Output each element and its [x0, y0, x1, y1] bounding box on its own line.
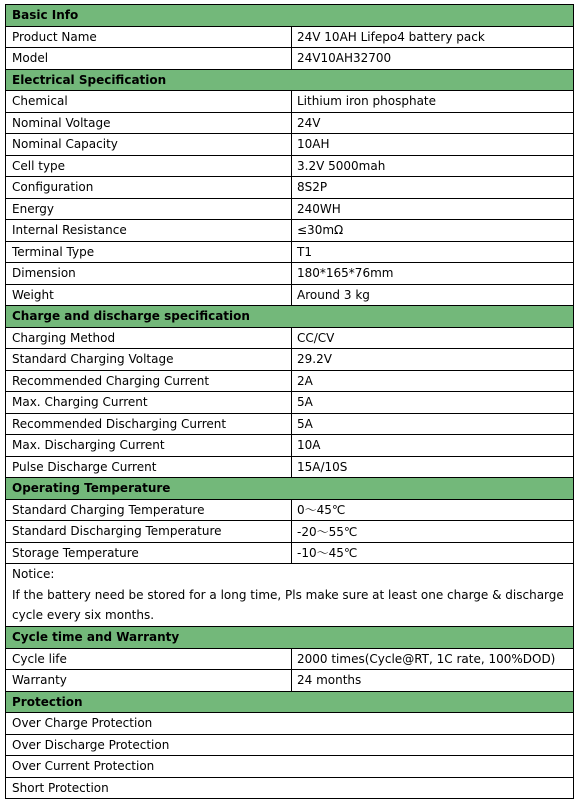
spec-value: 10AH [292, 134, 574, 156]
spec-label: Max. Discharging Current [6, 435, 292, 457]
section-title: Electrical Specification [6, 69, 574, 91]
spec-label: Charging Method [6, 327, 292, 349]
spec-label: Max. Charging Current [6, 392, 292, 414]
section-header-basic-info [6, 5, 574, 27]
notice-text: If the battery need be stored for a long time, Pls make sure at least one charge & discharge cycle every six months. [12, 587, 564, 623]
section-header-cycle-warranty [6, 627, 574, 649]
spec-label: Pulse Discharge Current [6, 456, 292, 478]
notice-label: Notice: [12, 567, 55, 581]
table-row [6, 756, 574, 778]
table-row [6, 370, 574, 392]
table-row [6, 392, 574, 414]
spec-value: ≤30mΩ [292, 220, 574, 242]
spec-label: Dimension [6, 263, 292, 285]
spec-value: T1 [292, 241, 574, 263]
section-title: Charge and discharge specification [6, 306, 574, 328]
spec-value: 2A [292, 370, 574, 392]
spec-label: Standard Charging Temperature [6, 499, 292, 521]
spec-value: 29.2V [292, 349, 574, 371]
section-header-operating-temperature [6, 478, 574, 500]
table-row [6, 48, 574, 70]
spec-value: 10A [292, 435, 574, 457]
table-row [6, 777, 574, 799]
spec-value: 24V10AH32700 [292, 48, 574, 70]
spec-label: Nominal Capacity [6, 134, 292, 156]
section-title: Cycle time and Warranty [6, 627, 574, 649]
section-header-protection [6, 691, 574, 713]
table-row [6, 177, 574, 199]
spec-value: -20～55℃ [292, 521, 574, 543]
spec-label: Internal Resistance [6, 220, 292, 242]
spec-label: Nominal Voltage [6, 112, 292, 134]
table-row [6, 542, 574, 564]
table-row [6, 284, 574, 306]
spec-value: Lithium iron phosphate [292, 91, 574, 113]
section-title: Protection [6, 691, 574, 713]
notice-row [6, 564, 574, 627]
spec-label: Weight [6, 284, 292, 306]
table-row [6, 26, 574, 48]
spec-label: Standard Discharging Temperature [6, 521, 292, 543]
spec-label: Cell type [6, 155, 292, 177]
section-header-charge-discharge [6, 306, 574, 328]
protection-item: Short Protection [6, 777, 574, 799]
spec-label: Storage Temperature [6, 542, 292, 564]
protection-item: Over Discharge Protection [6, 734, 574, 756]
table-row [6, 413, 574, 435]
spec-label: Terminal Type [6, 241, 292, 263]
spec-value: 2000 times(Cycle@RT, 1C rate, 100%DOD) [292, 648, 574, 670]
spec-value: 24V [292, 112, 574, 134]
section-title: Basic Info [6, 5, 574, 27]
spec-label: Configuration [6, 177, 292, 199]
section-header-electrical [6, 69, 574, 91]
spec-label: Product Name [6, 26, 292, 48]
table-row [6, 670, 574, 692]
table-row [6, 263, 574, 285]
spec-value: 15A/10S [292, 456, 574, 478]
spec-value: 0～45℃ [292, 499, 574, 521]
spec-value: 180*165*76mm [292, 263, 574, 285]
table-row [6, 134, 574, 156]
table-row [6, 456, 574, 478]
spec-value: 24 months [292, 670, 574, 692]
spec-value: 5A [292, 413, 574, 435]
spec-label: Warranty [6, 670, 292, 692]
spec-label: Model [6, 48, 292, 70]
spec-value: 24V 10AH Lifepo4 battery pack [292, 26, 574, 48]
protection-item: Over Charge Protection [6, 713, 574, 735]
table-row [6, 91, 574, 113]
spec-value: Around 3 kg [292, 284, 574, 306]
spec-value: 3.2V 5000mah [292, 155, 574, 177]
table-row [6, 713, 574, 735]
table-row [6, 241, 574, 263]
spec-value: CC/CV [292, 327, 574, 349]
table-row [6, 327, 574, 349]
table-row [6, 349, 574, 371]
table-row [6, 499, 574, 521]
spec-value: 5A [292, 392, 574, 414]
table-row [6, 734, 574, 756]
spec-label: Recommended Discharging Current [6, 413, 292, 435]
section-title: Operating Temperature [6, 478, 574, 500]
notice-cell [6, 564, 574, 627]
spec-label: Cycle life [6, 648, 292, 670]
spec-table [5, 4, 574, 799]
spec-label: Energy [6, 198, 292, 220]
table-row [6, 435, 574, 457]
spec-label: Standard Charging Voltage [6, 349, 292, 371]
spec-value: 240WH [292, 198, 574, 220]
spec-label: Chemical [6, 91, 292, 113]
table-row [6, 521, 574, 543]
table-row [6, 155, 574, 177]
protection-item: Over Current Protection [6, 756, 574, 778]
spec-value: 8S2P [292, 177, 574, 199]
table-row [6, 198, 574, 220]
spec-value: -10～45℃ [292, 542, 574, 564]
spec-label: Recommended Charging Current [6, 370, 292, 392]
table-row [6, 112, 574, 134]
table-row [6, 220, 574, 242]
table-row [6, 648, 574, 670]
